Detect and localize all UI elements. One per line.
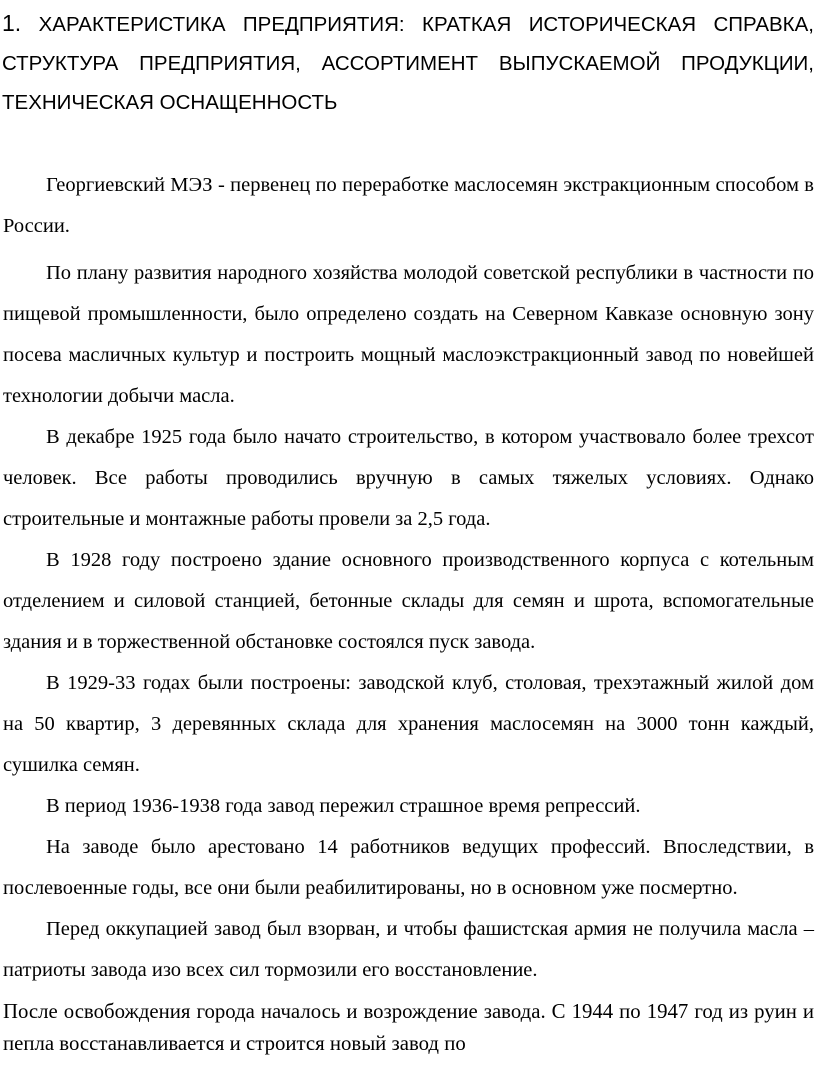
section-title: ХАРАКТЕРИСТИКА ПРЕДПРИЯТИЯ: КРАТКАЯ ИСТОРИЧЕСКАЯ СПРАВКА, СТРУКТУРА ПРЕДПРИЯТИЯ, АССОРТИМЕНТ ВЫПУСКАЕМОЙ ПРОДУКЦИИ, ТЕХНИЧЕСКАЯ ОСНАЩЕННОСТЬ bbox=[2, 13, 814, 114]
paragraph-arrests: На заводе было арестовано 14 работников ведущих профессий. Впоследствии, в послевоенные годы, все они были реабилитированы, но в основном уже посмертно. bbox=[3, 836, 814, 899]
paragraph-plan: По плану развития народного хозяйства молодой советской республики в частности по пищевой промышленности, было определено создать на Северном Кавказе основную зону посева масличных культур и построить мощный маслоэкстракционный завод по новейшей технологии добычи масла. bbox=[3, 262, 814, 407]
paragraph-restoration: После освобождения города началось и возрождение завода. С 1944 по 1947 год из руин и пепла восстанавливается и строится новый завод по bbox=[3, 1000, 814, 1055]
paragraph-occupation: Перед оккупацией завод был взорван, и чтобы фашистская армия не получила масла – патриоты завода изо всех сил тормозили его восстановление. bbox=[3, 918, 814, 981]
paragraph-construction: В декабре 1925 года было начато строительство, в котором участвовало более трехсот человек. Все работы проводились вручную в самых тяжелых условиях. Однако строительные и монтажные работы провели за 2,5 года. bbox=[3, 426, 814, 530]
paragraph-intro: Георгиевский МЭЗ - первенец по переработке маслосемян экстракционным способом в России. bbox=[3, 174, 814, 237]
section-heading bbox=[2, 4, 814, 122]
document-body bbox=[3, 165, 814, 1060]
paragraph-launch: В 1928 году построено здание основного производственного корпуса с котельным отделением и силовой станцией, бетонные склады для семян и шрота, вспомогательные здания и в торжественной обстановке состоялся пуск завода. bbox=[3, 549, 814, 653]
paragraph-repressions: В период 1936-1938 года завод пережил страшное время репрессий. bbox=[46, 795, 641, 817]
section-number: 1. bbox=[2, 10, 22, 36]
paragraph-buildings: В 1929-33 годах были построены: заводской клуб, столовая, трехэтажный жилой дом на 50 квартир, 3 деревянных склада для хранения маслосемян на 3000 тонн каждый, сушилка семян. bbox=[3, 672, 814, 776]
